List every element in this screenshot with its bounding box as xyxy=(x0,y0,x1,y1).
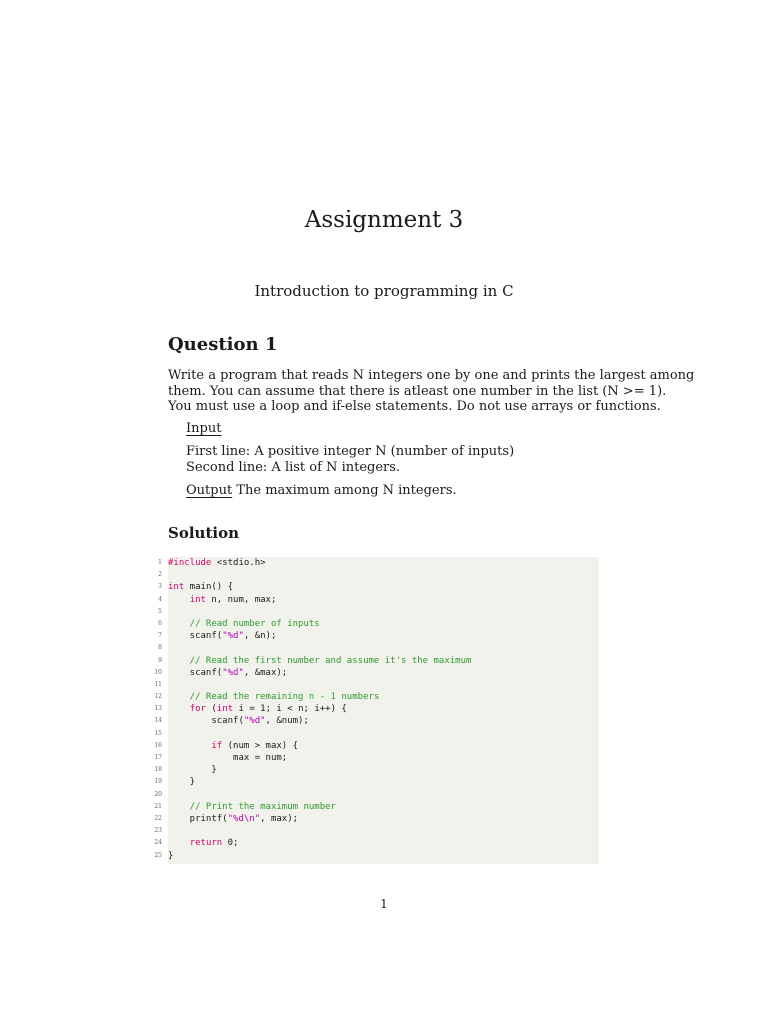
code-keyword: #include xyxy=(168,558,212,568)
code-token xyxy=(168,741,211,751)
code-text xyxy=(168,667,287,679)
line-number: 4 xyxy=(158,595,162,603)
code-line xyxy=(154,740,599,752)
code-token: ( xyxy=(205,704,217,715)
code-text xyxy=(168,557,266,569)
code-line xyxy=(158,606,599,618)
code-line xyxy=(158,594,599,606)
code-line xyxy=(158,642,599,654)
document-subtitle: Introduction to programming in C xyxy=(254,282,514,300)
code-token: } xyxy=(168,765,217,776)
page-number: 1 xyxy=(380,897,388,911)
code-line xyxy=(154,813,599,825)
code-line xyxy=(154,752,599,764)
code-string: "%d\n" xyxy=(227,813,261,824)
code-line xyxy=(154,691,599,703)
code-keyword: if xyxy=(211,740,223,751)
code-text xyxy=(168,594,276,606)
code-token: i = 1; i < n; i++) { xyxy=(233,704,347,715)
code-line xyxy=(154,825,599,837)
code-token: , max); xyxy=(260,813,299,824)
line-number: 14 xyxy=(154,717,162,725)
code-text xyxy=(168,715,309,727)
code-text xyxy=(168,618,320,630)
code-line xyxy=(158,630,599,642)
line-number: 3 xyxy=(158,583,162,591)
code-token: 0; xyxy=(222,838,239,849)
code-token xyxy=(168,595,190,605)
output-label: Output xyxy=(186,483,233,498)
code-line xyxy=(158,569,599,581)
code-line xyxy=(154,679,599,691)
code-line xyxy=(158,557,599,569)
code-token: <stdio.h> xyxy=(211,558,266,568)
code-keyword: int xyxy=(216,704,234,715)
output-text: The maximum among N integers. xyxy=(232,483,457,498)
line-number: 8 xyxy=(158,644,162,652)
code-token: scanf( xyxy=(168,631,223,642)
line-number: 1 xyxy=(158,559,162,566)
solution-heading: Solution xyxy=(168,524,239,542)
question-line: Write a program that reads N integers one by one and prints the largest among xyxy=(168,368,695,383)
code-token: scanf( xyxy=(168,667,223,678)
code-line xyxy=(154,837,599,849)
line-number: 23 xyxy=(154,827,162,835)
code-token: printf( xyxy=(168,813,228,824)
code-text xyxy=(168,691,379,703)
code-token: scanf( xyxy=(168,716,244,727)
code-line xyxy=(154,850,599,862)
line-number: 11 xyxy=(154,680,162,688)
code-line xyxy=(158,655,599,667)
code-keyword: for xyxy=(189,704,206,715)
code-text xyxy=(168,764,217,776)
code-line xyxy=(154,715,599,727)
line-number: 10 xyxy=(154,668,162,676)
line-number: 25 xyxy=(154,851,162,859)
code-token xyxy=(168,838,190,848)
line-number: 5 xyxy=(158,607,162,615)
code-keyword: return xyxy=(189,838,223,849)
line-number: 24 xyxy=(154,839,162,847)
code-text xyxy=(168,630,276,642)
line-number: 18 xyxy=(154,766,162,774)
line-number: 16 xyxy=(154,741,162,749)
code-token: } xyxy=(168,777,196,788)
code-comment: // Print the maximum number xyxy=(168,801,336,812)
code-text xyxy=(168,581,233,593)
code-text xyxy=(168,655,471,667)
line-number: 15 xyxy=(154,729,162,737)
input-description xyxy=(186,444,514,475)
document-title: Assignment 3 xyxy=(304,207,464,233)
code-comment: // Read the first number and assume it's the maximum xyxy=(168,655,472,666)
code-keyword: int xyxy=(189,594,206,605)
code-string: "%d" xyxy=(243,716,266,727)
code-line xyxy=(154,667,599,679)
input-line: First line: A positive integer N (number of inputs) xyxy=(186,444,515,459)
code-line xyxy=(154,789,599,801)
code-text xyxy=(168,740,298,752)
line-number: 2 xyxy=(158,571,162,579)
code-line xyxy=(158,581,599,593)
question-heading: Question 1 xyxy=(168,334,278,355)
line-number: 20 xyxy=(154,790,162,798)
code-text xyxy=(168,703,347,715)
code-keyword: int xyxy=(168,582,185,593)
code-token: , &max); xyxy=(243,667,288,678)
question-text xyxy=(168,368,695,415)
code-token xyxy=(168,704,190,714)
code-line xyxy=(154,703,599,715)
line-number: 9 xyxy=(158,656,162,664)
line-number: 13 xyxy=(154,705,162,713)
input-line: Second line: A list of N integers. xyxy=(186,459,401,475)
code-listing xyxy=(154,557,599,862)
code-token: , &n); xyxy=(243,631,277,642)
code-text xyxy=(168,776,195,788)
code-line xyxy=(154,801,599,813)
code-text xyxy=(168,801,336,813)
code-string: "%d" xyxy=(222,667,244,678)
line-number: 7 xyxy=(158,632,162,640)
line-number: 12 xyxy=(154,693,162,701)
line-number: 6 xyxy=(158,619,162,627)
code-text xyxy=(168,813,298,825)
code-token: main() { xyxy=(184,582,234,593)
code-token: , &num); xyxy=(265,716,309,727)
code-text xyxy=(168,837,238,849)
line-number: 19 xyxy=(154,778,162,786)
code-text xyxy=(168,752,287,764)
line-number: 22 xyxy=(154,814,162,822)
code-comment: // Read number of inputs xyxy=(168,618,320,629)
question-line: them. You can assume that there is atleast one number in the list (N >= 1). xyxy=(168,383,667,399)
code-line xyxy=(154,776,599,788)
line-number: 17 xyxy=(154,754,162,761)
code-line xyxy=(154,764,599,776)
line-number: 21 xyxy=(154,802,162,810)
code-line xyxy=(154,728,599,740)
code-string: "%d" xyxy=(222,631,244,642)
code-line xyxy=(158,618,599,630)
code-text xyxy=(168,850,173,862)
code-token: max = num; xyxy=(168,753,288,763)
output-description xyxy=(186,483,457,499)
code-token: n, num, max; xyxy=(205,594,277,605)
input-label: Input xyxy=(186,421,222,436)
question-line: You must use a loop and if-else statements. Do not use arrays or functions. xyxy=(168,399,661,414)
code-token: (num > max) { xyxy=(222,740,299,751)
code-token: } xyxy=(168,850,174,861)
code-comment: // Read the remaining n - 1 numbers xyxy=(168,692,380,703)
